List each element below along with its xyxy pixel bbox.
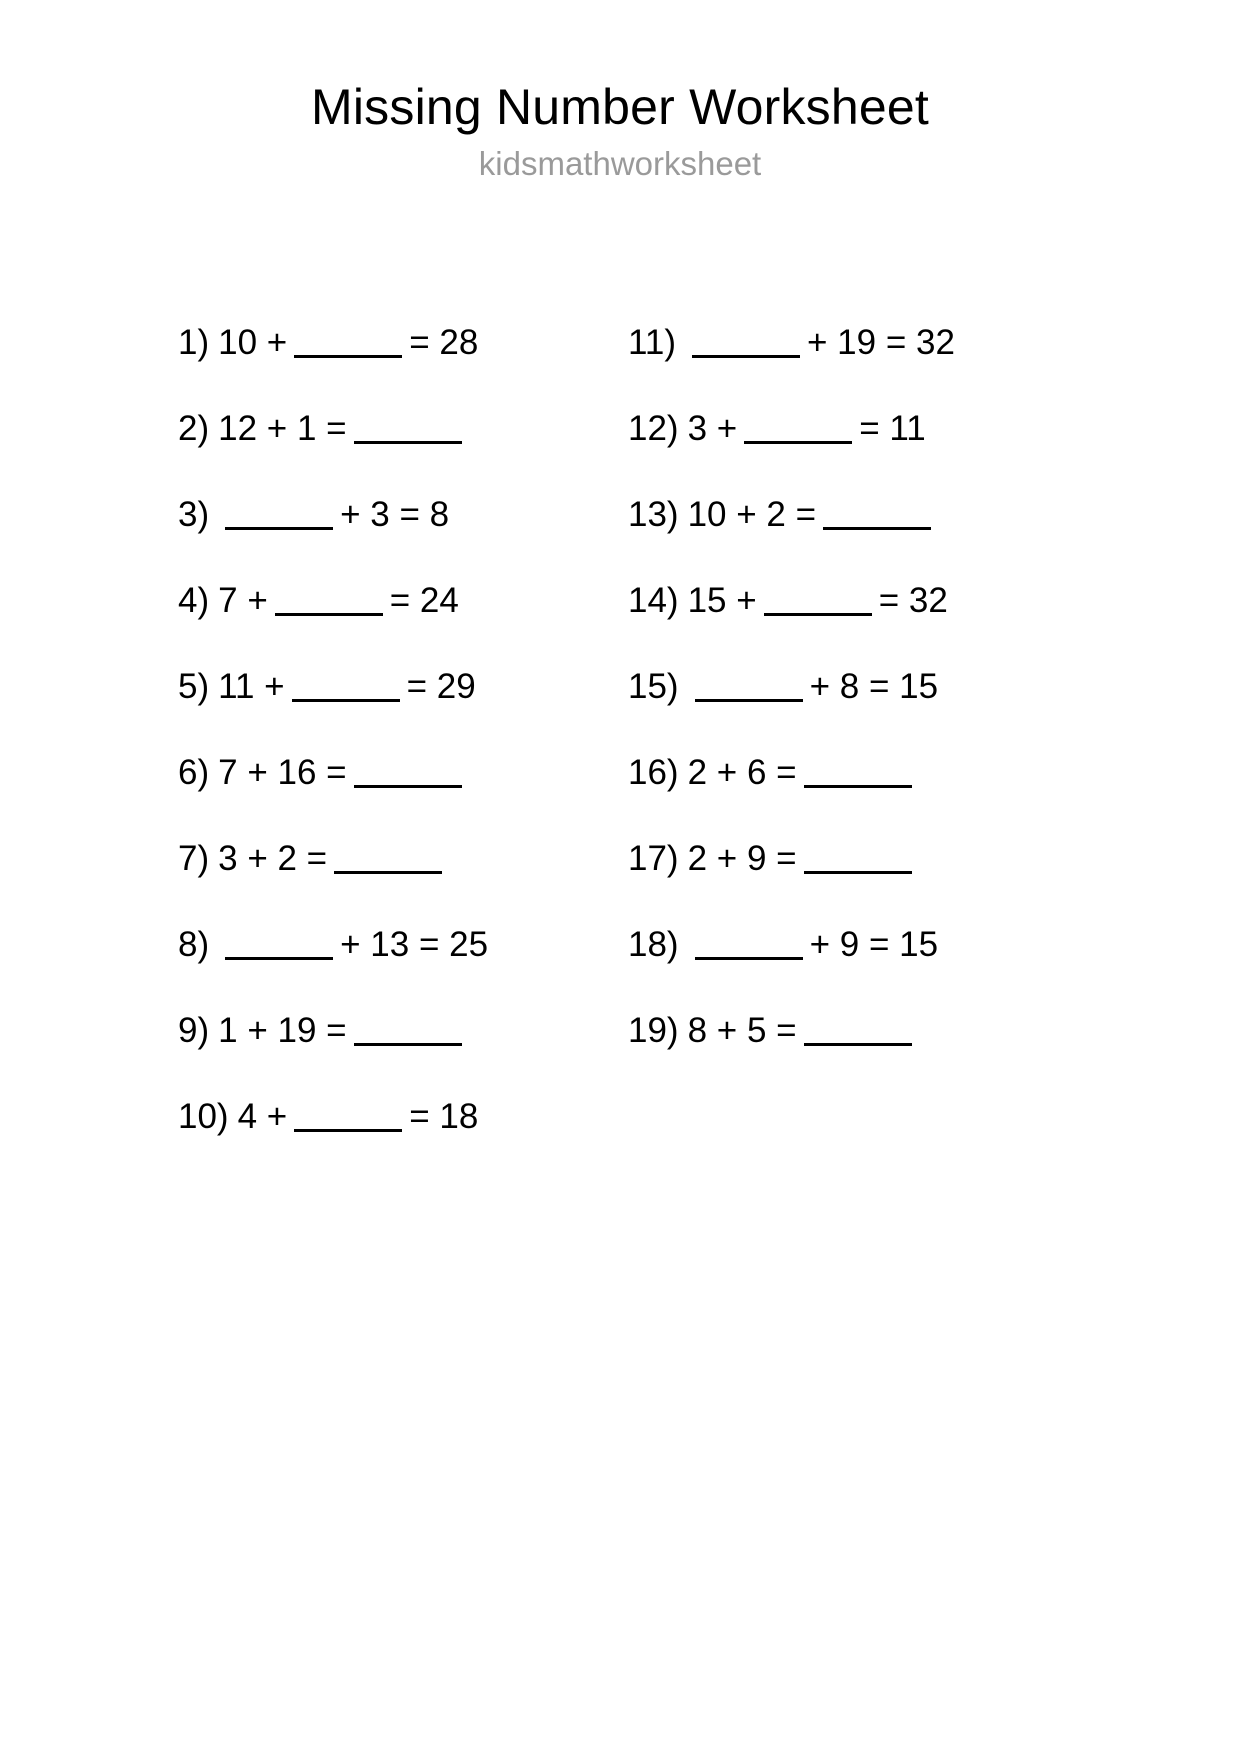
problem-expression-after: + 3 = 8	[340, 495, 450, 534]
problem-number: 2)	[178, 409, 210, 448]
problem-expression-after: = 29	[406, 667, 476, 706]
answer-blank[interactable]	[225, 501, 333, 530]
problem-number: 19)	[628, 1011, 679, 1050]
problem-expression-before: 3 +	[687, 409, 738, 448]
answer-blank[interactable]	[764, 587, 872, 616]
problem-number: 5)	[178, 667, 210, 706]
problem-number: 1)	[178, 323, 210, 362]
problem-expression-before: 10 + 2 =	[687, 495, 817, 534]
problem-row	[178, 644, 628, 730]
answer-blank[interactable]	[744, 415, 852, 444]
problem-expression-before: 3 + 2 =	[218, 839, 328, 878]
problem-number: 18)	[628, 925, 679, 964]
problem-expression-before: 2 + 9 =	[687, 839, 797, 878]
problem-row	[628, 558, 1078, 644]
answer-blank[interactable]	[695, 931, 803, 960]
problem-expression-before: 12 + 1 =	[218, 409, 347, 448]
problem-row	[178, 558, 628, 644]
problem-row	[178, 816, 628, 902]
problem-expression-after: + 8 = 15	[809, 667, 939, 706]
answer-blank[interactable]	[354, 759, 462, 788]
answer-blank[interactable]	[804, 845, 912, 874]
problem-expression-after: + 9 = 15	[809, 925, 939, 964]
problem-row	[628, 644, 1078, 730]
problem-row	[178, 902, 628, 988]
problem-row	[628, 730, 1078, 816]
problem-column-right	[628, 300, 1078, 1074]
problem-number: 8)	[178, 925, 210, 964]
problem-number: 15)	[628, 667, 679, 706]
answer-blank[interactable]	[225, 931, 333, 960]
problem-number: 14)	[628, 581, 679, 620]
problem-number: 12)	[628, 409, 679, 448]
problem-column-left	[178, 300, 628, 1160]
page-subtitle: kidsmathworksheet	[478, 145, 762, 182]
problem-number: 3)	[178, 495, 210, 534]
answer-blank[interactable]	[292, 673, 400, 702]
problem-expression-before: 2 + 6 =	[687, 753, 797, 792]
problem-number: 11)	[628, 323, 676, 362]
problem-row	[628, 300, 1078, 386]
problem-expression-after: + 19 = 32	[807, 323, 955, 362]
problem-row	[178, 1074, 628, 1160]
problem-list	[0, 300, 1240, 1160]
answer-blank[interactable]	[804, 1017, 912, 1046]
problem-expression-before: 10 +	[218, 323, 288, 362]
problem-number: 9)	[178, 1011, 210, 1050]
problem-expression-before: 4 +	[237, 1097, 288, 1136]
problem-number: 7)	[178, 839, 210, 878]
answer-blank[interactable]	[804, 759, 912, 788]
answer-blank[interactable]	[695, 673, 803, 702]
problem-number: 10)	[178, 1097, 229, 1136]
problem-expression-before: 1 + 19 =	[218, 1011, 347, 1050]
problem-expression-after: = 18	[409, 1097, 479, 1136]
problem-row	[178, 472, 628, 558]
problem-expression-after: = 32	[878, 581, 948, 620]
problem-expression-after: = 11	[859, 409, 926, 448]
problem-row	[178, 988, 628, 1074]
problem-row	[628, 472, 1078, 558]
problem-expression-after: = 24	[389, 581, 459, 620]
page-title: Missing Number Worksheet	[311, 79, 929, 135]
problem-row	[628, 988, 1078, 1074]
problem-number: 17)	[628, 839, 679, 878]
problem-row	[628, 816, 1078, 902]
answer-blank[interactable]	[354, 415, 462, 444]
answer-blank[interactable]	[692, 329, 800, 358]
problem-number: 16)	[628, 753, 679, 792]
problem-expression-after: = 28	[409, 323, 479, 362]
problem-number: 13)	[628, 495, 679, 534]
answer-blank[interactable]	[354, 1017, 462, 1046]
problem-row	[178, 386, 628, 472]
problem-row	[628, 386, 1078, 472]
answer-blank[interactable]	[275, 587, 383, 616]
worksheet-header	[0, 0, 1240, 184]
problem-expression-before: 7 +	[218, 581, 268, 620]
answer-blank[interactable]	[823, 501, 931, 530]
problem-row	[178, 300, 628, 386]
answer-blank[interactable]	[294, 329, 402, 358]
problem-row	[628, 902, 1078, 988]
problem-row	[178, 730, 628, 816]
problem-expression-before: 8 + 5 =	[687, 1011, 797, 1050]
problem-number: 6)	[178, 753, 210, 792]
problem-expression-before: 11 +	[218, 667, 285, 706]
problem-expression-after: + 13 = 25	[340, 925, 489, 964]
answer-blank[interactable]	[334, 845, 442, 874]
problem-expression-before: 7 + 16 =	[218, 753, 347, 792]
problem-expression-before: 15 +	[687, 581, 757, 620]
answer-blank[interactable]	[294, 1103, 402, 1132]
problem-number: 4)	[178, 581, 210, 620]
